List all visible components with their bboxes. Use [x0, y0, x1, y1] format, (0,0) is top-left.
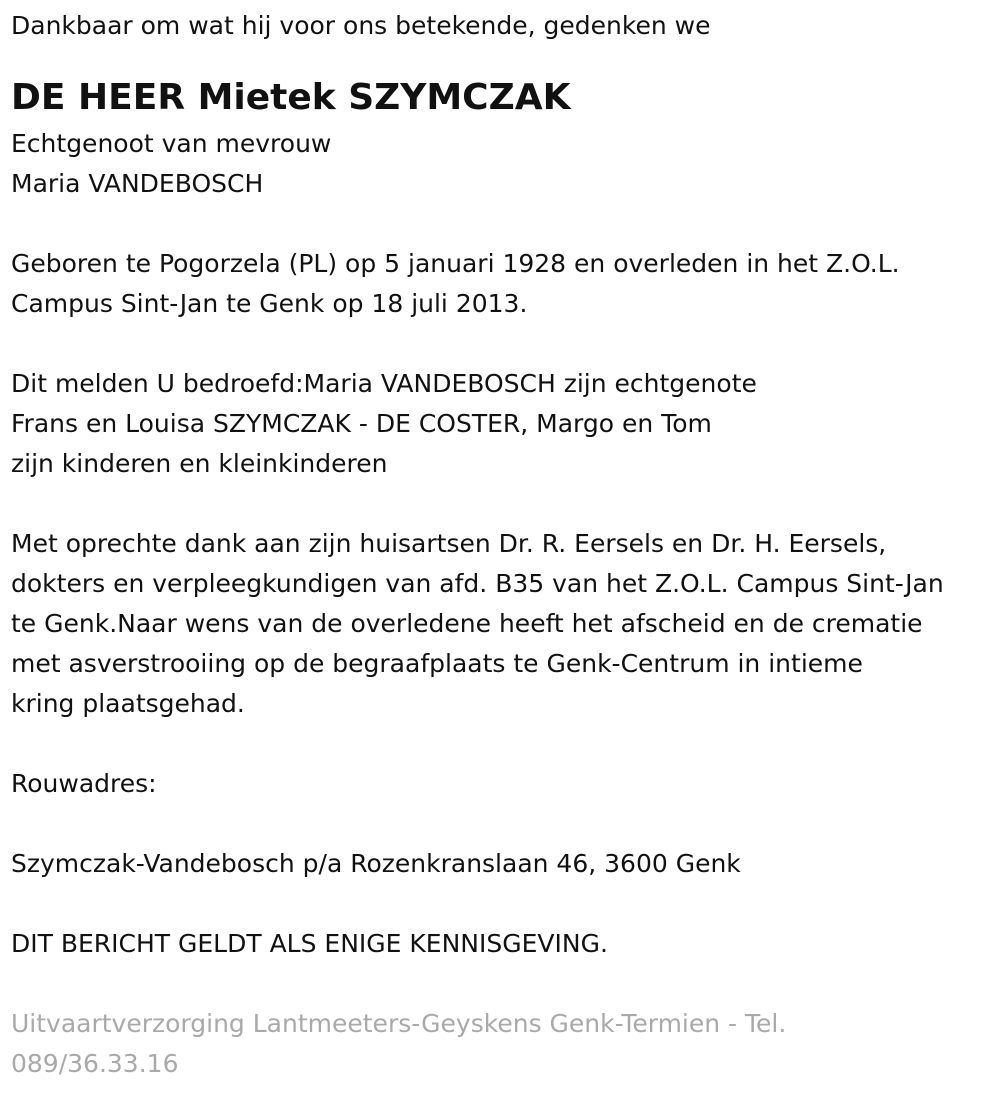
- spacer: [11, 884, 991, 924]
- spouse-line: Echtgenoot van mevrouw: [11, 129, 332, 158]
- death-notice: [11, 0, 991, 1084]
- funeral-home-line: Uitvaartverzorging Lantmeeters-Geyskens Genk-Termien - Tel.: [11, 1009, 787, 1038]
- thanks-line: dokters en verpleegkundigen van afd. B35 van het Z.O.L. Campus Sint-Jan: [11, 569, 944, 598]
- spacer: [11, 964, 991, 1004]
- spacer: [11, 324, 991, 364]
- spacer: [11, 204, 991, 244]
- birth-death-line: Campus Sint-Jan te Genk op 18 juli 2013.: [11, 289, 528, 318]
- funeral-home-phone: 089/36.33.16: [11, 1049, 179, 1078]
- closing-statement: DIT BERICHT GELDT ALS ENIGE KENNISGEVING.: [11, 929, 608, 958]
- family-line: Frans en Louisa SZYMCZAK - DE COSTER, Margo en Tom: [11, 409, 712, 438]
- thanks-line: met asverstrooiing op de begraafplaats te Genk-Centrum in intieme: [11, 649, 863, 678]
- spacer: [11, 804, 991, 844]
- mourning-address: Szymczak-Vandebosch p/a Rozenkranslaan 46, 3600 Genk: [11, 849, 741, 878]
- family-line: zijn kinderen en kleinkinderen: [11, 449, 388, 478]
- address-label: Rouwadres:: [11, 769, 157, 798]
- thanks-line: Met oprechte dank aan zijn huisartsen Dr. R. Eersels en Dr. H. Eersels,: [11, 529, 887, 558]
- thanks-line: te Genk.Naar wens van de overledene heeft het afscheid en de crematie: [11, 609, 923, 638]
- thanks-line: kring plaatsgehad.: [11, 689, 245, 718]
- spacer: [11, 484, 991, 524]
- spouse-name: Maria VANDEBOSCH: [11, 169, 264, 198]
- deceased-name: DE HEER Mietek SZYMCZAK: [11, 77, 571, 118]
- family-line: Dit melden U bedroefd:Maria VANDEBOSCH zijn echtgenote: [11, 369, 757, 398]
- intro-text: Dankbaar om wat hij voor ons betekende, gedenken we: [11, 11, 711, 40]
- birth-death-line: Geboren te Pogorzela (PL) op 5 januari 1928 en overleden in het Z.O.L.: [11, 249, 900, 278]
- spacer: [11, 724, 991, 764]
